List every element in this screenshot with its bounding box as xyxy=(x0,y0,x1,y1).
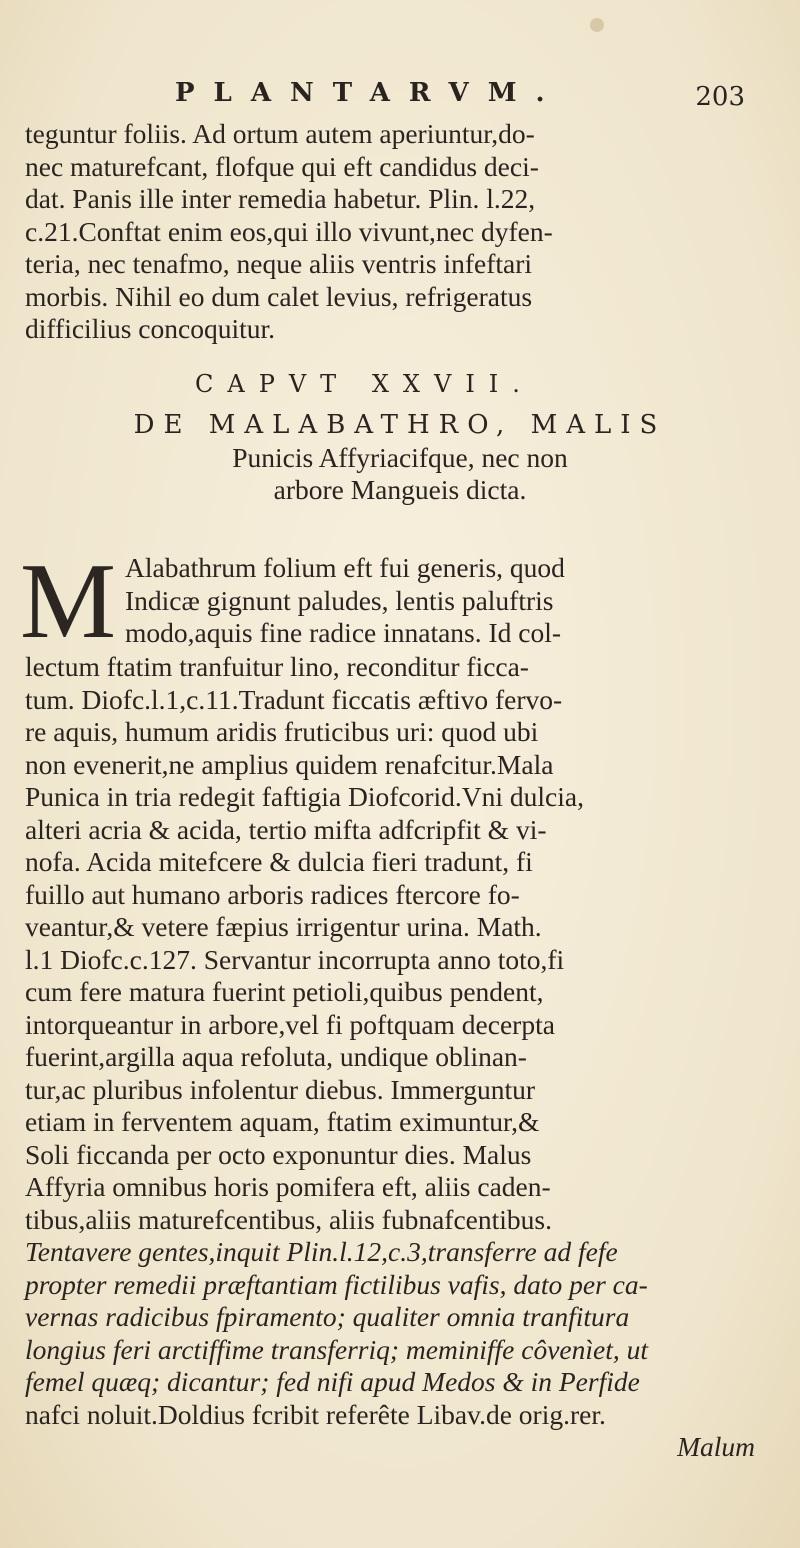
text-line: fuillo aut humano arboris radices ftercore fo- xyxy=(25,878,520,910)
text-line: re aquis, humum aridis fruticibus uri: quod ubi xyxy=(25,716,539,747)
running-head-title: PLANTARVM. xyxy=(175,78,564,108)
text-line: femel quæq; dicantur; fed nifi apud Medos & in Perfide xyxy=(25,1366,640,1397)
text-line: dat. Panis ille inter remedia habetur. Plin. l.22, xyxy=(25,183,536,214)
text-line: nec maturefcant, flofque qui eft candidus deci- xyxy=(25,150,539,182)
text-line: Affyria omnibus horis pomifera eft, aliis caden- xyxy=(25,1171,551,1202)
page-number: 203 xyxy=(695,82,745,112)
text-line: tur,ac pluribus infolentur diebus. Immerguntur xyxy=(25,1073,536,1105)
text-line: c.21.Conftat enim eos,qui illo vivunt,nec dyfen- xyxy=(25,215,553,247)
text-line: Indicæ gignunt paludes, lentis paluftris xyxy=(125,584,554,616)
text-line: cum fere matura fuerint petioli,quibus pendent, xyxy=(25,976,544,1007)
running-head xyxy=(175,72,775,112)
text-line: teria, nec tenafmo, neque aliis ventris infeftari xyxy=(25,248,533,279)
chapter-title-line1: DE MALABATHRO, MALIS xyxy=(133,410,667,440)
text-line: modo,aquis fine radice innatans. Id col- xyxy=(125,617,562,648)
text-line: tibus,aliis maturefcentibus, aliis fubnafcentibus. xyxy=(25,1203,552,1235)
text-line: longius feri arctiffime transferriq; meminiffe côvenìet, ut xyxy=(25,1333,648,1365)
body-paragraph xyxy=(25,651,765,1464)
text-line: l.1 Diofc.c.127. Servantur incorrupta anno toto,fi xyxy=(25,943,565,975)
text-line: morbis. Nihil eo dum calet levius, refrigeratus xyxy=(25,280,533,312)
text-line: Alabathrum folium eft fui generis, quod xyxy=(125,552,565,583)
text-line: fuerint,argilla aqua refoluta, undique oblinan- xyxy=(25,1041,527,1072)
text-line: tum. Diofc.l.1,c.11.Tradunt ficcatis æftivo fervo- xyxy=(25,683,563,715)
top-paragraph xyxy=(25,118,765,346)
text-line: Tentavere gentes,inquit Plin.l.12,c.3,transferre ad fefe xyxy=(25,1236,618,1267)
text-line: nafci noluit.Doldius fcribit referête Libav.de orig.rer. xyxy=(25,1398,606,1430)
text-line: lectum ftatim tranfuitur lino, reconditur ficca- xyxy=(25,651,529,682)
text-line: teguntur foliis. Ad ortum autem aperiuntur,do- xyxy=(25,118,535,149)
text-line: non evenerit,ne amplius quidem renafcitur.Mala xyxy=(25,748,554,780)
text-line: Soli ficcanda per octo exponuntur dies. Malus xyxy=(25,1138,532,1170)
text-line: alteri acria & acida, tertio mifta adfcripfit & vi- xyxy=(25,813,547,845)
text-line: difficilius concoquitur. xyxy=(25,313,276,344)
drop-cap: M xyxy=(20,542,117,661)
text-line: veantur,& vetere fæpius irrigentur urina. Math. xyxy=(25,911,542,942)
ink-spot xyxy=(590,18,604,32)
catchword: Malum xyxy=(677,1431,755,1462)
opening-lines xyxy=(125,552,765,650)
chapter-title-line3: arbore Mangueis dicta. xyxy=(273,474,527,505)
text-line: vernas radicibus fpiramento; qualiter omnia tranfitura xyxy=(25,1301,630,1332)
chapter-title-line2: Punicis Affyriacifque, nec non xyxy=(232,442,568,473)
text-line: nofa. Acida mitefcere & dulcia fieri tradunt, fi xyxy=(25,846,533,877)
chapter-number: CAPVT XXVII. xyxy=(195,370,534,398)
text-line: etiam in ferventem aquam, ftatim eximuntur,& xyxy=(25,1106,540,1137)
chapter-heading xyxy=(0,408,800,506)
text-line: Punica in tria redegit faftigia Diofcorid.Vni dulcia, xyxy=(25,781,584,812)
text-line: propter remedii præftantiam fictilibus vafis, dato per ca- xyxy=(25,1268,648,1300)
text-line: intorqueantur in arbore,vel fi poftquam decerpta xyxy=(25,1008,555,1040)
